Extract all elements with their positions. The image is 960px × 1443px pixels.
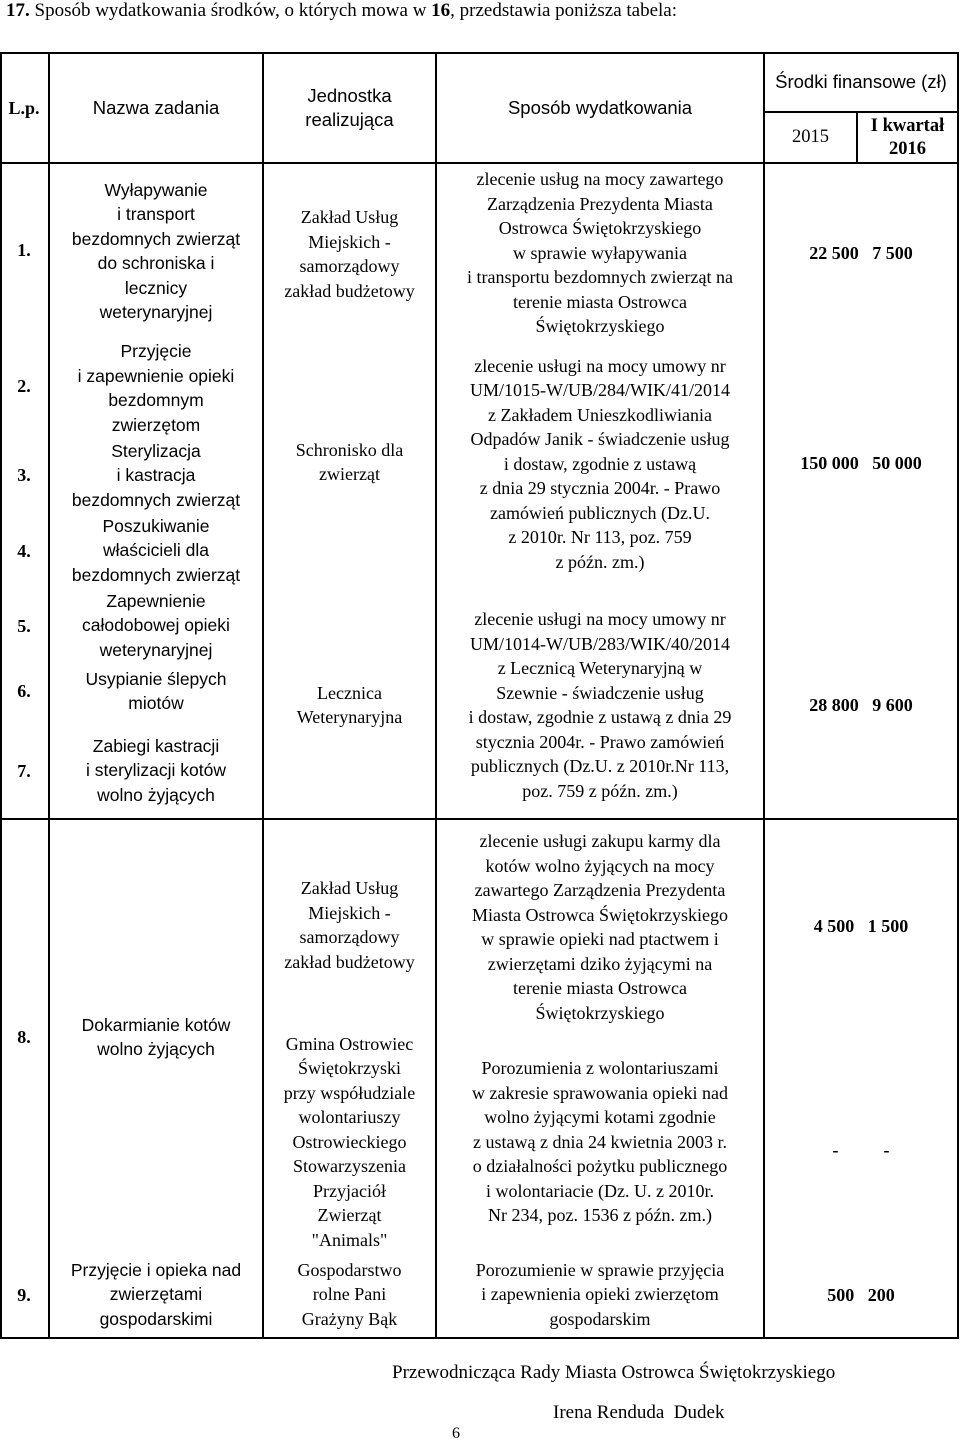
amount-row-8a: 4 500 1 500	[813, 915, 909, 936]
task-3: Sterylizacja i kastracja bezdomnych zwierząt	[71, 440, 241, 510]
header-unit: Jednostka realizująca	[305, 84, 394, 130]
unit-gmina: Gmina Ostrowiec Świętokrzyski przy współudziale wolontariuszy Ostrowieckiego Stowarzyszenia Przyjaciół Zwierząt "Animals"	[283, 1033, 416, 1250]
lp-9: 9.	[17, 1284, 31, 1305]
header-method: Sposób wydatkowania	[507, 96, 693, 118]
header-task-name: Nazwa zadania	[92, 96, 220, 118]
lp-5: 5.	[17, 615, 31, 636]
method-6: Porozumienie w sprawie przyjęcia i zapewnienia opieki zwierzętom gospodarskim	[475, 1259, 725, 1329]
task-9: Przyjęcie i opieka nad zwierzętami gospodarskimi	[70, 1259, 242, 1329]
header-funds: Środki finansowe (zł)	[775, 71, 947, 93]
lp-8: 8.	[17, 1026, 31, 1047]
signature-role: Przewodnicząca Rady Miasta Ostrowca Świętokrzyskiego	[392, 1362, 836, 1383]
amount-row-8b: - -	[832, 1139, 890, 1160]
lp-3: 3.	[17, 464, 31, 485]
unit-gospodarstwo: Gospodarstwo rolne Pani Grażyny Bąk	[297, 1259, 402, 1329]
signature-name: Irena Renduda Dudek	[553, 1402, 725, 1423]
task-5: Zapewnienie całodobowej opieki weterynaryjnej	[82, 590, 230, 660]
header-year-2015: 2015	[792, 127, 829, 148]
task-1: Wyłapywanie i transport bezdomnych zwierząt do schroniska i lecznicy weterynaryjnej	[71, 179, 241, 322]
section-heading: 17. Sposób wydatkowania środków, o których mowa w 16, przedstawia poniższa tabela:	[6, 0, 678, 21]
task-2: Przyjęcie i zapewnienie opieki bezdomnym zwierzętom	[77, 341, 235, 435]
method-1: zlecenie usług na mocy zawartego Zarządzenia Prezydenta Miasta Ostrowca Świętokrzyskiego w sprawie wyłapywania i transportu bezdomnych zwierząt na terenie miasta Ostrowca Świętokrzyskiego	[467, 169, 733, 337]
header-lp: L.p.	[8, 97, 40, 118]
method-2: zlecenie usługi na mocy umowy nr UM/1015-W/UB/284/WIK/41/2014 z Zakładem Unieszkodliwiania Odpadów Janik - świadczenie usług i dostaw, zgodnie z ustawą z dnia 29 stycznia 2004r. - Prawo zamówień publicznych (Dz.U. z 2010r. Nr 113, poz. 759 z późn. zm.)	[470, 355, 730, 572]
unit-lecznica: Lecznica Weterynaryjna	[296, 682, 403, 727]
unit-zum-2: Zakład Usług Miejskich - samorządowy zakład budżetowy	[284, 878, 415, 972]
lp-2: 2.	[17, 375, 31, 396]
lp-1: 1.	[17, 239, 31, 260]
header-q1-2016: I kwartał 2016	[870, 115, 945, 159]
task-7: Zabiegi kastracji i sterylizacji kotów wolno żyjących	[85, 735, 227, 805]
page-number: 6	[452, 1425, 460, 1442]
amount-lecznica: 28 800 9 600	[809, 694, 913, 715]
amount-row-1: 22 500 7 500	[809, 242, 913, 263]
lp-6: 6.	[17, 680, 31, 701]
method-4: zlecenie usługi zakupu karmy dla kotów wolno żyjących na mocy zawartego Zarządzenia Prezydenta Miasta Ostrowca Świętokrzyskiego w sprawie opieki nad ptactwem i zwierzętami dziko żyjącymi na terenie miasta Ostrowca Świętokrzyskiego	[472, 831, 728, 1023]
unit-zum-1: Zakład Usług Miejskich - samorządowy zakład budżetowy	[284, 207, 415, 301]
task-6: Usypianie ślepych miotów	[85, 668, 227, 713]
lp-4: 4.	[17, 540, 31, 561]
task-8: Dokarmianie kotów wolno żyjących	[81, 1014, 231, 1059]
task-4: Poszukiwanie właścicieli dla bezdomnych zwierząt	[71, 515, 241, 585]
amount-row-2-7: 150 000 50 000	[800, 452, 922, 473]
method-5: Porozumienia z wolontariuszami w zakresie sprawowania opieki nad wolno żyjącymi kotami zgodnie z ustawą z dnia 24 kwietnia 2003 r. o działalności pożytku publicznego i wolontariacie (Dz. U. z 2010r. Nr 234, poz. 1536 z późn. zm.)	[472, 1058, 728, 1226]
method-3: zlecenie usługi na mocy umowy nr UM/1014-W/UB/283/WIK/40/2014 z Lecznicą Weterynaryjną w Szewnie - świadczenie usług i dostaw, zgodnie z ustawą z dnia 29 stycznia 2004r. - Prawo zamówień publicznych (Dz.U. z 2010r.Nr 113, poz. 759 z późn. zm.)	[468, 609, 732, 801]
unit-schronisko: Schronisko dla zwierząt	[295, 439, 404, 484]
lp-7: 7.	[17, 760, 31, 781]
amount-row-9: 500 200	[827, 1284, 895, 1305]
